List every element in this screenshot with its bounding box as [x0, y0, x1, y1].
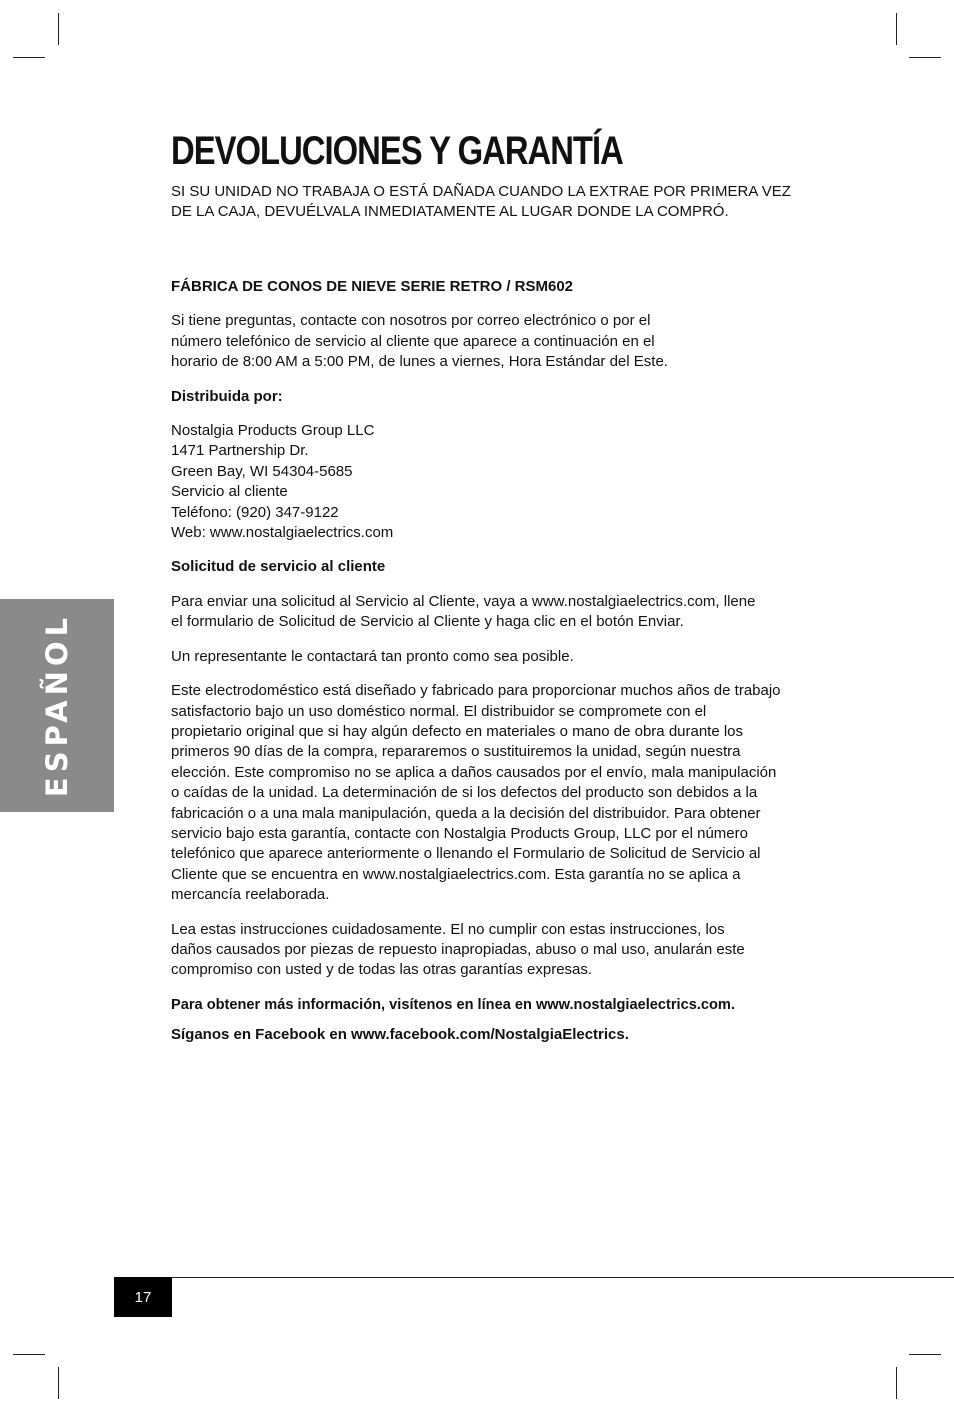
service-heading: Solicitud de servicio al cliente	[171, 558, 386, 576]
contact-paragraph: Si tiene preguntas, contacte con nosotros por correo electrónico o por el número telefónico de servicio al cliente que aparece a continuación en el horario de 8:00 AM a 5:00 PM, de lunes a viernes, Hora Estándar del Este.	[171, 312, 668, 371]
page-title: DEVOLUCIONES Y GARANTÍA	[171, 129, 623, 173]
warranty-paragraph: Este electrodoméstico está diseñado y fabricado para proporcionar muchos años de trabajo satisfactorio bajo un uso doméstico normal. El distribuidor se compromete con el propietario original que si hay algún defecto en materiales o mano de obra durante los primeros 90 días de la compra, repararemos o sustituiremos la unidad, según nuestra elección. Este compromiso no se aplica a daños causados por el envío, mala manipulación o caídas de la unidad. La determinación de si los defectos del producto son debidos a la fabricación o a una mala manipulación, queda a la decisión del distribuidor. Para obtener servicio bajo esta garantía, contacte con Nostalgia Products Group, LLC por el número telefónico que aparece anteriormente o llenando el Formulario de Solicitud de Servicio al Cliente que se encuentra en www.nostalgiaelectrics.com. Esta garantía no se aplica a mercancía reelaborada.	[171, 682, 781, 904]
language-side-tab	[0, 599, 114, 812]
crop-mark	[13, 1354, 45, 1355]
page-number-box	[114, 1277, 172, 1317]
facebook-line: Síganos en Facebook en www.facebook.com/NostalgiaElectrics.	[171, 1026, 629, 1044]
crop-mark	[896, 13, 897, 45]
representative-paragraph: Un representante le contactará tan pronto como sea posible.	[171, 647, 574, 665]
address-line: Servicio al cliente	[171, 483, 288, 501]
language-label: ESPAÑOL	[40, 612, 74, 798]
page-number: 17	[134, 1288, 152, 1306]
service-paragraph: Para enviar una solicitud al Servicio al Cliente, vaya a www.nostalgiaelectrics.com, llene el formulario de Solicitud de Servicio al Cliente y haga clic en el botón Enviar.	[171, 592, 756, 631]
product-heading: FÁBRICA DE CONOS DE NIEVE SERIE RETRO / RSM602	[171, 278, 574, 295]
crop-mark	[58, 13, 59, 45]
crop-mark	[58, 1367, 59, 1399]
crop-mark	[13, 57, 45, 58]
address-line: Green Bay, WI 54304-5685	[171, 462, 353, 480]
address-line: Teléfono: (920) 347-9122	[171, 503, 339, 521]
intro-notice: SI SU UNIDAD NO TRABAJA O ESTÁ DAÑADA CUANDO LA EXTRAE POR PRIMERA VEZ DE LA CAJA, DEVUÉLVALA INMEDIATAMENTE AL LUGAR DONDE LA COMPRÓ.	[171, 183, 791, 220]
page-content	[171, 128, 791, 1046]
crop-mark	[909, 57, 941, 58]
address-line: Web: www.nostalgiaelectrics.com	[171, 524, 394, 542]
more-info-line: Para obtener más información, visítenos en línea en www.nostalgiaelectrics.com.	[171, 996, 735, 1013]
distributed-heading: Distribuida por:	[171, 387, 283, 405]
crop-mark	[896, 1367, 897, 1399]
address-line: 1471 Partnership Dr.	[171, 442, 309, 460]
address-block	[171, 421, 791, 543]
address-line: Nostalgia Products Group LLC	[171, 422, 375, 440]
instructions-paragraph: Lea estas instrucciones cuidadosamente. El no cumplir con estas instrucciones, los daños causados por piezas de repuesto inapropiadas, abuso o mal uso, anularán este compromiso con usted y de todas las otras garantías expresas.	[171, 920, 745, 979]
crop-mark	[909, 1354, 941, 1355]
footer-rule	[114, 1277, 954, 1278]
